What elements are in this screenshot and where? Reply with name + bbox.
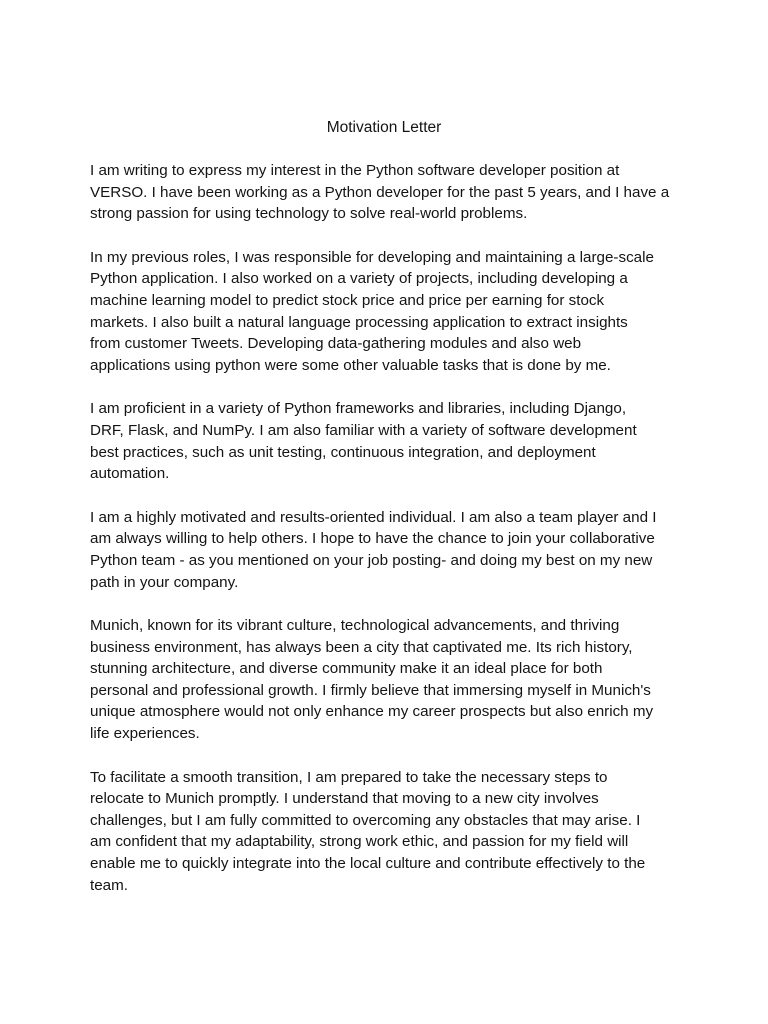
paragraph-line: I am proficient in a variety of Python frameworks and libraries, including Django, (90, 400, 627, 418)
page-title: Motivation Letter (326, 119, 442, 136)
paragraph-line: Python team - as you mentioned on your job posting- and doing my best on my new (90, 551, 653, 569)
paragraph-line: machine learning model to predict stock price and price per earning for stock (90, 291, 605, 309)
paragraph-line: strong passion for using technology to solve real-world problems. (90, 205, 528, 223)
paragraph-line: Python application. I also worked on a variety of projects, including developing a (90, 270, 628, 288)
paragraph-line: Munich, known for its vibrant culture, technological advancements, and thriving (90, 617, 620, 635)
paragraph-line: markets. I also built a natural language processing application to extract insights (90, 313, 628, 331)
paragraph-line: relocate to Munich promptly. I understand that moving to a new city involves (90, 790, 599, 808)
paragraph-line: To facilitate a smooth transition, I am prepared to take the necessary steps to (90, 768, 608, 786)
paragraph-line: I am a highly motivated and results-oriented individual. I am also a team player and I (90, 508, 657, 526)
paragraph-line: enable me to quickly integrate into the local culture and contribute effectively to the (90, 855, 646, 873)
paragraph (90, 398, 690, 484)
paragraph-line: automation. (90, 465, 170, 483)
paragraph-line: from customer Tweets. Developing data-gathering modules and also web (90, 335, 582, 353)
paragraph-line: life experiences. (90, 725, 200, 743)
letter-body (90, 160, 690, 918)
paragraph-line: best practices, such as unit testing, continuous integration, and deployment (90, 443, 596, 461)
paragraph-line: challenges, but I am fully committed to overcoming any obstacles that may arise. I (90, 811, 641, 829)
paragraph-line: unique atmosphere would not only enhance my career prospects but also enrich my (90, 703, 654, 721)
paragraph-line: am always willing to help others. I hope to have the chance to join your collaborative (90, 530, 655, 548)
paragraph-line: VERSO. I have been working as a Python developer for the past 5 years, and I have a (90, 183, 670, 201)
paragraph-line: applications using python were some other valuable tasks that is done by me. (90, 356, 611, 374)
paragraph (90, 247, 690, 377)
paragraph (90, 160, 690, 225)
paragraph-line: stunning architecture, and diverse community make it an ideal place for both (90, 660, 603, 678)
paragraph-line: path in your company. (90, 573, 239, 591)
paragraph (90, 507, 690, 593)
paragraph-line: business environment, has always been a city that captivated me. Its rich history, (90, 638, 633, 656)
paragraph (90, 615, 690, 745)
paragraph-line: personal and professional growth. I firmly believe that immersing myself in Munich's (90, 681, 651, 699)
paragraph-line: am confident that my adaptability, strong work ethic, and passion for my field will (90, 833, 629, 851)
paragraph-line: team. (90, 876, 128, 894)
paragraph-line: I am writing to express my interest in the Python software developer position at (90, 162, 620, 179)
paragraph (90, 767, 690, 897)
paragraph-line: In my previous roles, I was responsible for developing and maintaining a large-scale (90, 248, 654, 266)
paragraph-line: DRF, Flask, and NumPy. I am also familiar with a variety of software development (90, 421, 637, 439)
